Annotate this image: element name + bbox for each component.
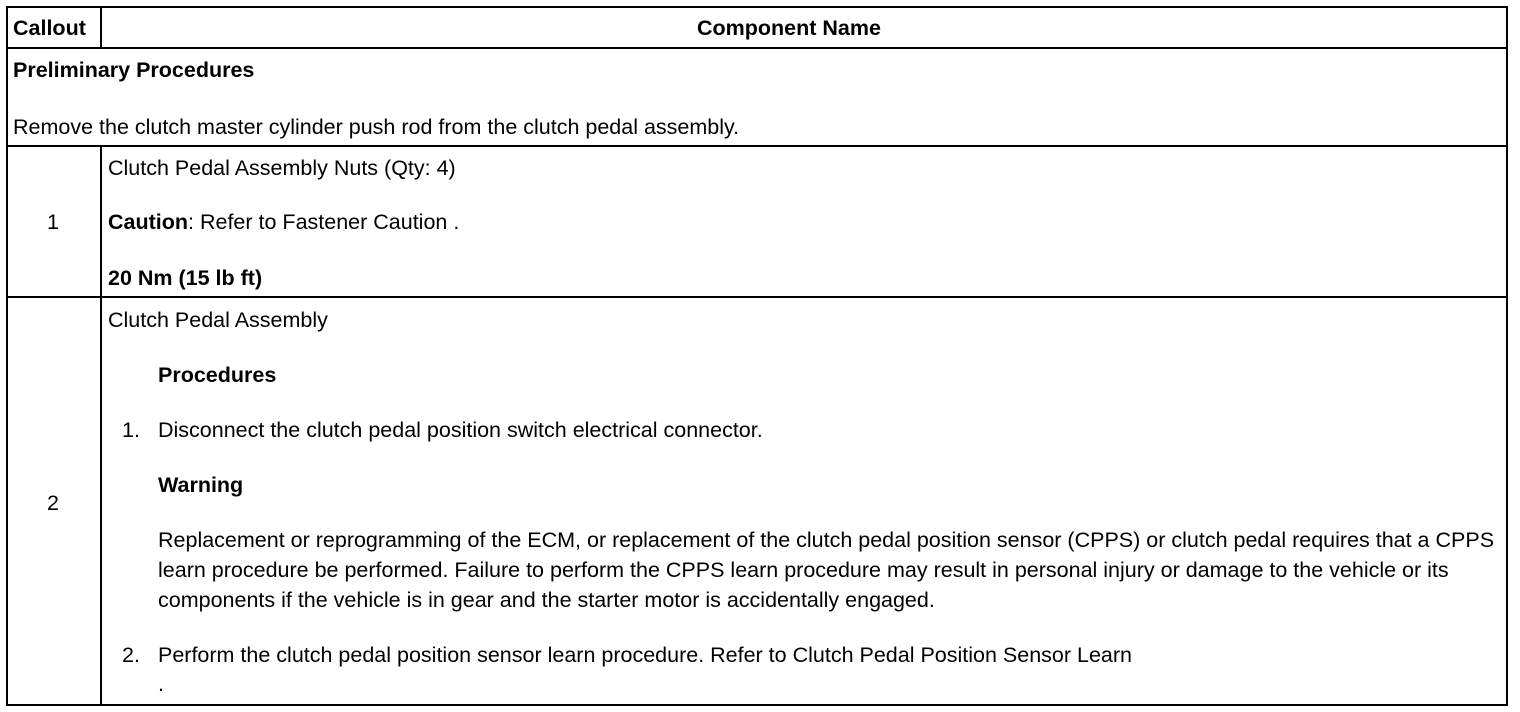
header-column-divider xyxy=(100,6,102,48)
step-2-trailing-period: . xyxy=(158,672,164,696)
procedures-title: Procedures xyxy=(158,363,277,387)
caution-text: : Refer to Fastener Caution . xyxy=(188,210,460,234)
warning-title: Warning xyxy=(158,473,244,497)
row1-caution xyxy=(108,212,459,234)
step-2-number: 2. xyxy=(122,643,140,667)
step-1-text: Disconnect the clutch pedal position switch electrical connector. xyxy=(158,418,763,442)
step-1-number: 1. xyxy=(122,418,140,442)
caution-label: Caution xyxy=(108,210,189,234)
row2-callout: 2 xyxy=(47,491,59,515)
header-component-name: Component Name xyxy=(697,16,881,40)
preliminary-text: Remove the clutch master cylinder push rod from the clutch pedal assembly. xyxy=(13,115,740,139)
header-bottom-divider xyxy=(6,47,1508,49)
row1-bottom-divider xyxy=(6,296,1508,298)
preliminary-title: Preliminary Procedures xyxy=(13,58,255,82)
row1-callout: 1 xyxy=(47,210,59,234)
row2-component-name: Clutch Pedal Assembly xyxy=(108,308,328,332)
row1-component-name: Clutch Pedal Assembly Nuts (Qty: 4) xyxy=(108,156,456,180)
step-2-text: Perform the clutch pedal position sensor learn procedure. Refer to Clutch Pedal Position Sensor Learn xyxy=(158,643,1133,667)
warning-text: Replacement or reprogramming of the ECM, or replacement of the clutch pedal position sensor (CPPS) or clutch pedal requires that a CPPS learn procedure be performed. Failure to perform the CPPS learn procedure may result in personal injury or damage to the vehicle or its components if the vehicle is in gear and the starter motor is accidentally engaged. xyxy=(158,528,1495,612)
header-callout: Callout xyxy=(13,16,86,40)
row1-torque: 20 Nm (15 lb ft) xyxy=(108,266,263,290)
row1-column-divider xyxy=(100,146,102,706)
preliminary-bottom-divider xyxy=(6,145,1508,147)
